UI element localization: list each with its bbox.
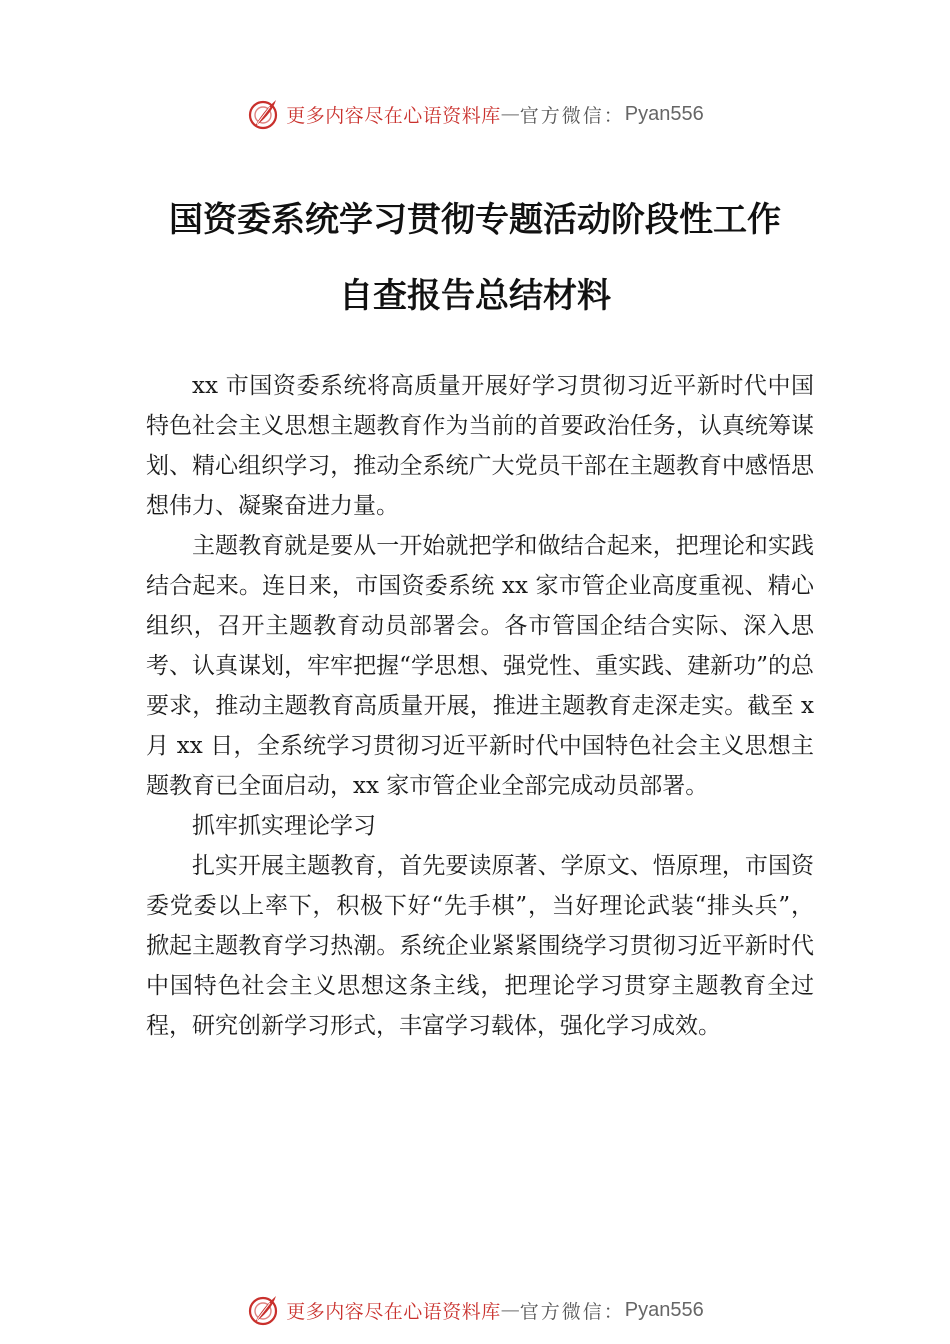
document-title-line1: 国资委系统学习贯彻专题活动阶段性工作 [169, 200, 781, 240]
document-title-line2: 自查报告总结材料 [339, 276, 611, 316]
paragraph: 扎实开展主题教育，首先要读原著、学原文、悟原理，市国资委党委以上率下，积极下好“先手棋”，当好理论武装“排头兵”，掀起主题教育学习热潮。系统企业紧紧围绕学习贯彻习近平新时代中国特色社会主义思想这条主线，把理论学习贯穿主题教育全过程，研究创新学习形式，丰富学习载体，强化学习成效。 [146, 853, 814, 1039]
paragraph: xx 市国资委系统将高质量开展好学习贯彻习近平新时代中国特色社会主义思想主题教育作为当前的首要政治任务，认真统筹谋划、精心组织学习，推动全系统广大党员干部在主题教育中感悟思想伟力、凝聚奋进力量。 [146, 373, 814, 519]
banner-wechat-id: Pyan556 [624, 1298, 704, 1321]
banner-wechat-id: Pyan556 [624, 102, 704, 125]
banner-wechat-label: 官方微信： [519, 1300, 625, 1323]
banner-separator: — [500, 1299, 520, 1321]
paragraph: 主题教育就是要从一开始就把学和做结合起来，把理论和实践结合起来。连日来，市国资委系统 xx 家市管企业高度重视、精心组织，召开主题教育动员部署会。各市管国企结合实际、深入思考、认真谋划，牢牢把握“学思想、强党性、重实践、建新功”的总要求，推动主题教育高质量开展，推进主题教育走深走实。截至 x 月 xx 日，全系统学习贯彻习近平新时代中国特色社会主义思想主题教育已全面启动，xx 家市管企业全部完成动员部署。 [146, 533, 814, 799]
banner-text: 更多内容尽在心语资料库 [286, 1300, 501, 1323]
section-heading: 抓牢抓实理论学习 [192, 813, 376, 839]
footer-banner [0, 1290, 950, 1330]
quill-logo-icon [246, 1293, 280, 1327]
banner-separator: — [500, 103, 520, 125]
document-body [146, 366, 814, 1046]
banner-wechat-label: 官方微信： [519, 104, 625, 127]
header-banner [0, 94, 950, 134]
banner-text: 更多内容尽在心语资料库 [286, 104, 501, 127]
quill-logo-icon [246, 97, 280, 131]
